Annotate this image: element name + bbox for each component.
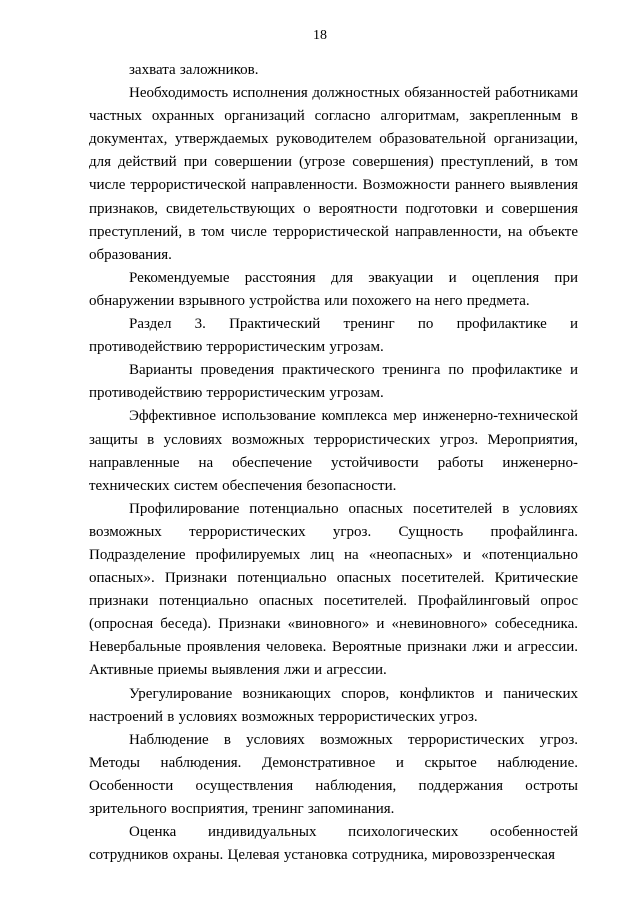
paragraph-engineering-protection: Эффективное использование комплекса мер инженерно-технической защиты в условиях возможных террористических угроз. Мероприятия, направленные на обеспечение устойчивости работы инженерно-технических систем обеспечения безопасности. [89, 408, 578, 494]
document-body [89, 59, 578, 867]
paragraph-profiling: Профилирование потенциально опасных посетителей в условиях возможных террористических угроз. Сущность профайлинга. Подразделение профилируемых лиц на «неопасных» и «потенциально опасных». Признаки потенциально опасных посетителей. Критические признаки потенциально опасных посетителей. Профайлинговый опрос (опросная беседа). Признаки «виновного» и «невиновного» собеседника. Невербальные проявления человека. Вероятные признаки лжи и агрессии. Активные приемы выявления лжи и агрессии. [89, 500, 578, 679]
paragraph-conflict-resolution: Урегулирование возникающих споров, конфликтов и панических настроений в условиях возможных террористических угроз. [89, 685, 578, 725]
paragraph-training-variants: Варианты проведения практического тренинга по профилактике и противодействию террористическим угрозам. [89, 362, 578, 402]
paragraph-continuation: захвата заложников. [129, 62, 259, 78]
paragraph-evacuation-distances: Рекомендуемые расстояния для эвакуации и оцепления при обнаружении взрывного устройства или похожего на него предмета. [89, 269, 578, 309]
section-3-heading: Раздел 3. Практический тренинг по профилактике и противодействию террористическим угрозам. [89, 316, 578, 356]
paragraph-psychological-assessment: Оценка индивидуальных психологических особенностей сотрудников охраны. Целевая установка сотрудника, мировоззренческая [89, 824, 578, 864]
paragraph-observation: Наблюдение в условиях возможных террористических угроз. Методы наблюдения. Демонстративное и скрытое наблюдение. Особенности осуществления наблюдения, поддержания остроты зрительного восприятия, тренинг запоминания. [89, 731, 578, 817]
paragraph-duties: Необходимость исполнения должностных обязанностей работниками частных охранных организаций согласно алгоритмам, закрепленным в документах, утверждаемых руководителем образовательной организации, для действий при совершении (угрозе совершения) преступлений, в том числе террористической направленности. Возможности раннего выявления признаков, свидетельствующих о вероятности подготовки и совершения преступлений, в том числе террористической направленности, на объекте образования. [89, 85, 578, 263]
page-number: 18 [313, 28, 327, 43]
